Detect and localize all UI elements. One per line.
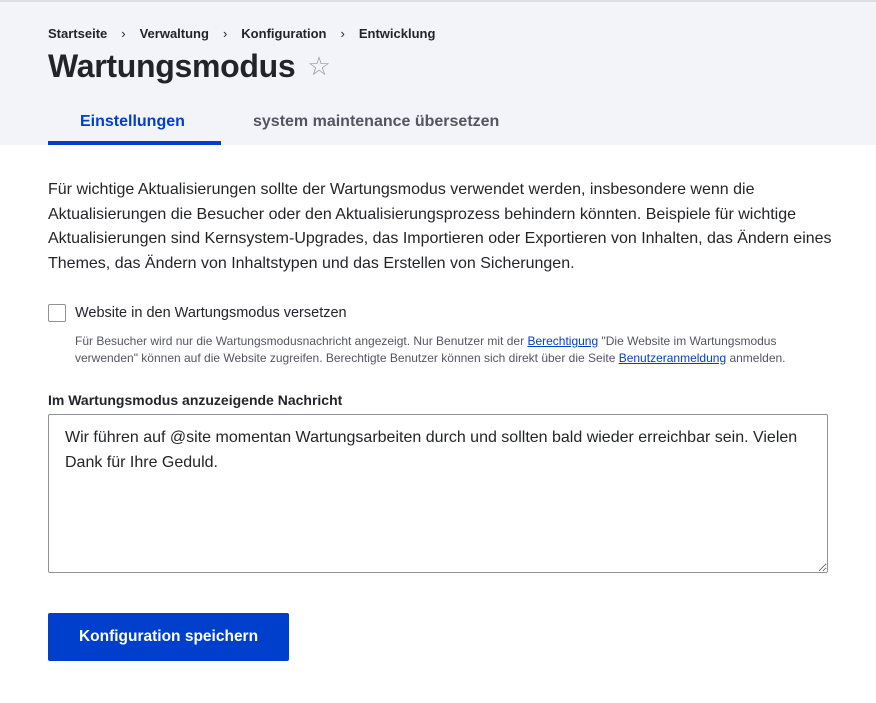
breadcrumb bbox=[48, 26, 435, 41]
maintenance-checkbox[interactable] bbox=[48, 304, 66, 322]
breadcrumb-home[interactable]: Startseite bbox=[48, 26, 108, 41]
message-label: Im Wartungsmodus anzuzeigende Nachricht bbox=[48, 392, 343, 408]
permission-link[interactable]: Berechtigung bbox=[527, 334, 599, 348]
breadcrumb-config[interactable]: Konfiguration bbox=[241, 26, 327, 41]
message-textarea[interactable] bbox=[48, 414, 828, 573]
tabs bbox=[48, 113, 531, 145]
maintenance-checkbox-label: Website in den Wartungsmodus versetzen bbox=[75, 305, 347, 321]
breadcrumb-development[interactable]: Entwicklung bbox=[358, 26, 436, 41]
desc-text: anmelden. bbox=[726, 351, 786, 365]
intro-text: Für wichtige Aktualisierungen sollte der Wartungsmodus verwendet werden, insbesondere wenn die Aktualisierungen die Besucher oder den Aktualisierungsprozess behindern könnten. Beispiele für wichtige Aktualisierungen sind Kernsystem-Upgrades, das Importieren oder Exportieren von Inhalten, das Ändern eines Themes, das Ändern von Inhaltstypen und das Erstellen von Sicherungen. bbox=[48, 181, 832, 272]
desc-text: Für Besucher wird nur die Wartungsmodusnachricht angezeigt. Nur Benutzer mit der bbox=[75, 334, 528, 348]
chevron-right-icon: › bbox=[340, 26, 345, 41]
breadcrumb-admin[interactable]: Verwaltung bbox=[139, 26, 209, 41]
page-title: Wartungsmodus bbox=[48, 48, 296, 84]
checkbox-description bbox=[75, 333, 815, 367]
page-header bbox=[0, 0, 876, 145]
tab-settings[interactable]: Einstellungen bbox=[48, 113, 221, 145]
desc-text: "Die Website im Wartungsmodus verwenden" können auf die Website zugreifen. Berechtigte Benutzer können sich direkt über die Seite bbox=[75, 334, 777, 365]
main-content bbox=[0, 178, 876, 661]
star-icon[interactable]: ☆ bbox=[307, 51, 331, 81]
chevron-right-icon: › bbox=[121, 26, 126, 41]
page-title-wrap bbox=[48, 48, 330, 85]
maintenance-checkbox-row[interactable] bbox=[48, 304, 828, 322]
save-button[interactable]: Konfiguration speichern bbox=[48, 613, 289, 661]
login-link[interactable]: Benutzeranmeldung bbox=[618, 351, 727, 365]
tab-translate[interactable]: system maintenance übersetzen bbox=[253, 113, 500, 130]
chevron-right-icon: › bbox=[222, 26, 228, 41]
